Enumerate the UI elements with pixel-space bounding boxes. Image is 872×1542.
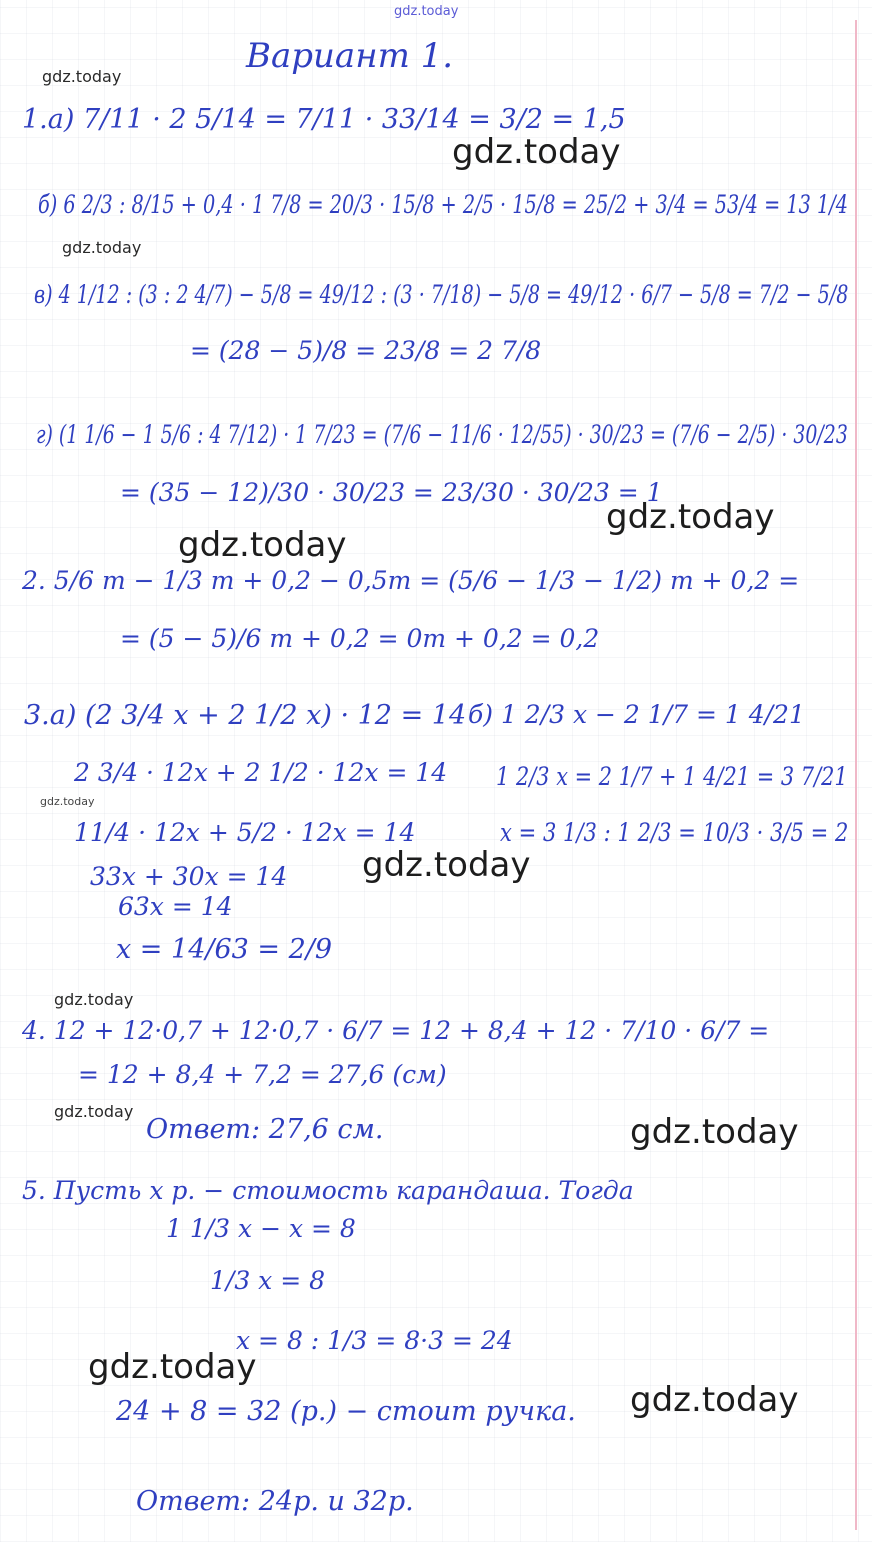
task-5-line-2: 1 1/3 x − x = 8 [166,1214,356,1243]
task-1d-line-2: = (35 − 12)/30 · 30/23 = 23/30 · 30/23 = 1 [120,478,663,507]
margin-line [855,20,857,1530]
watermark: gdz.today [362,845,531,885]
task-5-line-4: x = 8 : 1/3 = 8·3 = 24 [236,1326,513,1355]
task-3a-line-5: 63x = 14 [118,892,233,921]
task-3b-line-1: б) 1 2/3 x − 2 1/7 = 1 4/21 [468,700,805,729]
watermark: gdz.today [88,1347,257,1387]
task-3a-line-3: 11/4 · 12x + 5/2 · 12x = 14 [74,818,416,847]
task-3b-line-3: x = 3 1/3 : 1 2/3 = 10/3 · 3/5 = 2 [500,818,849,847]
task-1c-line-2: = (28 − 5)/8 = 23/8 = 2 7/8 [190,336,542,365]
watermark: gdz.today [394,4,459,19]
task-3a-line-4: 33x + 30x = 14 [90,862,288,891]
task-2-line-2: = (5 − 5)/6 m + 0,2 = 0m + 0,2 = 0,2 [120,624,600,653]
watermark: gdz.today [54,1102,134,1121]
watermark: gdz.today [630,1380,799,1420]
task-1b: б) 6 2/3 : 8/15 + 0,4 · 1 7/8 = 20/3 · 15/8 + 2/5 · 15/8 = 25/2 + 3/4 = 53/4 = 13 1/4 [38,190,848,219]
task-1c-line-1: в) 4 1/12 : (3 : 2 4/7) − 5/8 = 49/12 : (3 · 7/18) − 5/8 = 49/12 · 6/7 − 5/8 = 7/2 − 5/8 [34,280,849,309]
watermark: gdz.today [62,238,142,257]
watermark: gdz.today [40,795,95,808]
watermark: gdz.today [630,1112,799,1152]
task-1d-line-1: г) (1 1/6 − 1 5/6 : 4 7/12) · 1 7/23 = (7/6 − 11/6 · 12/55) · 30/23 = (7/6 − 2/5) · 30/23 [36,420,848,449]
task-1a: 1.а) 7/11 · 2 5/14 = 7/11 · 33/14 = 3/2 = 1,5 [22,104,626,135]
task-3a-line-6: x = 14/63 = 2/9 [116,934,333,965]
task-5-answer: Ответ: 24р. и 32р. [136,1486,414,1517]
watermark: gdz.today [452,132,621,172]
task-5-line-3: 1/3 x = 8 [210,1266,326,1295]
page-title: Вариант 1. [246,36,454,76]
task-5-line-5: 24 + 8 = 32 (р.) − стоит ручка. [116,1396,576,1427]
watermark: gdz.today [606,497,775,537]
task-5-line-1: 5. Пусть x р. − стоимость карандаша. Тогда [22,1176,634,1205]
task-4-line-2: = 12 + 8,4 + 7,2 = 27,6 (см) [78,1060,447,1089]
task-4-line-1: 4. 12 + 12·0,7 + 12·0,7 · 6/7 = 12 + 8,4 + 12 · 7/10 · 6/7 = [22,1016,770,1045]
watermark: gdz.today [54,990,134,1009]
task-3a-line-2: 2 3/4 · 12x + 2 1/2 · 12x = 14 [74,758,448,787]
task-3a-line-1: 3.а) (2 3/4 x + 2 1/2 x) · 12 = 14 [24,700,467,731]
task-2-line-1: 2. 5/6 m − 1/3 m + 0,2 − 0,5m = (5/6 − 1/3 − 1/2) m + 0,2 = [22,566,800,595]
watermark: gdz.today [42,67,122,86]
watermark: gdz.today [178,525,347,565]
task-3b-line-2: 1 2/3 x = 2 1/7 + 1 4/21 = 3 7/21 [496,762,848,791]
task-4-answer: Ответ: 27,6 см. [146,1114,384,1145]
